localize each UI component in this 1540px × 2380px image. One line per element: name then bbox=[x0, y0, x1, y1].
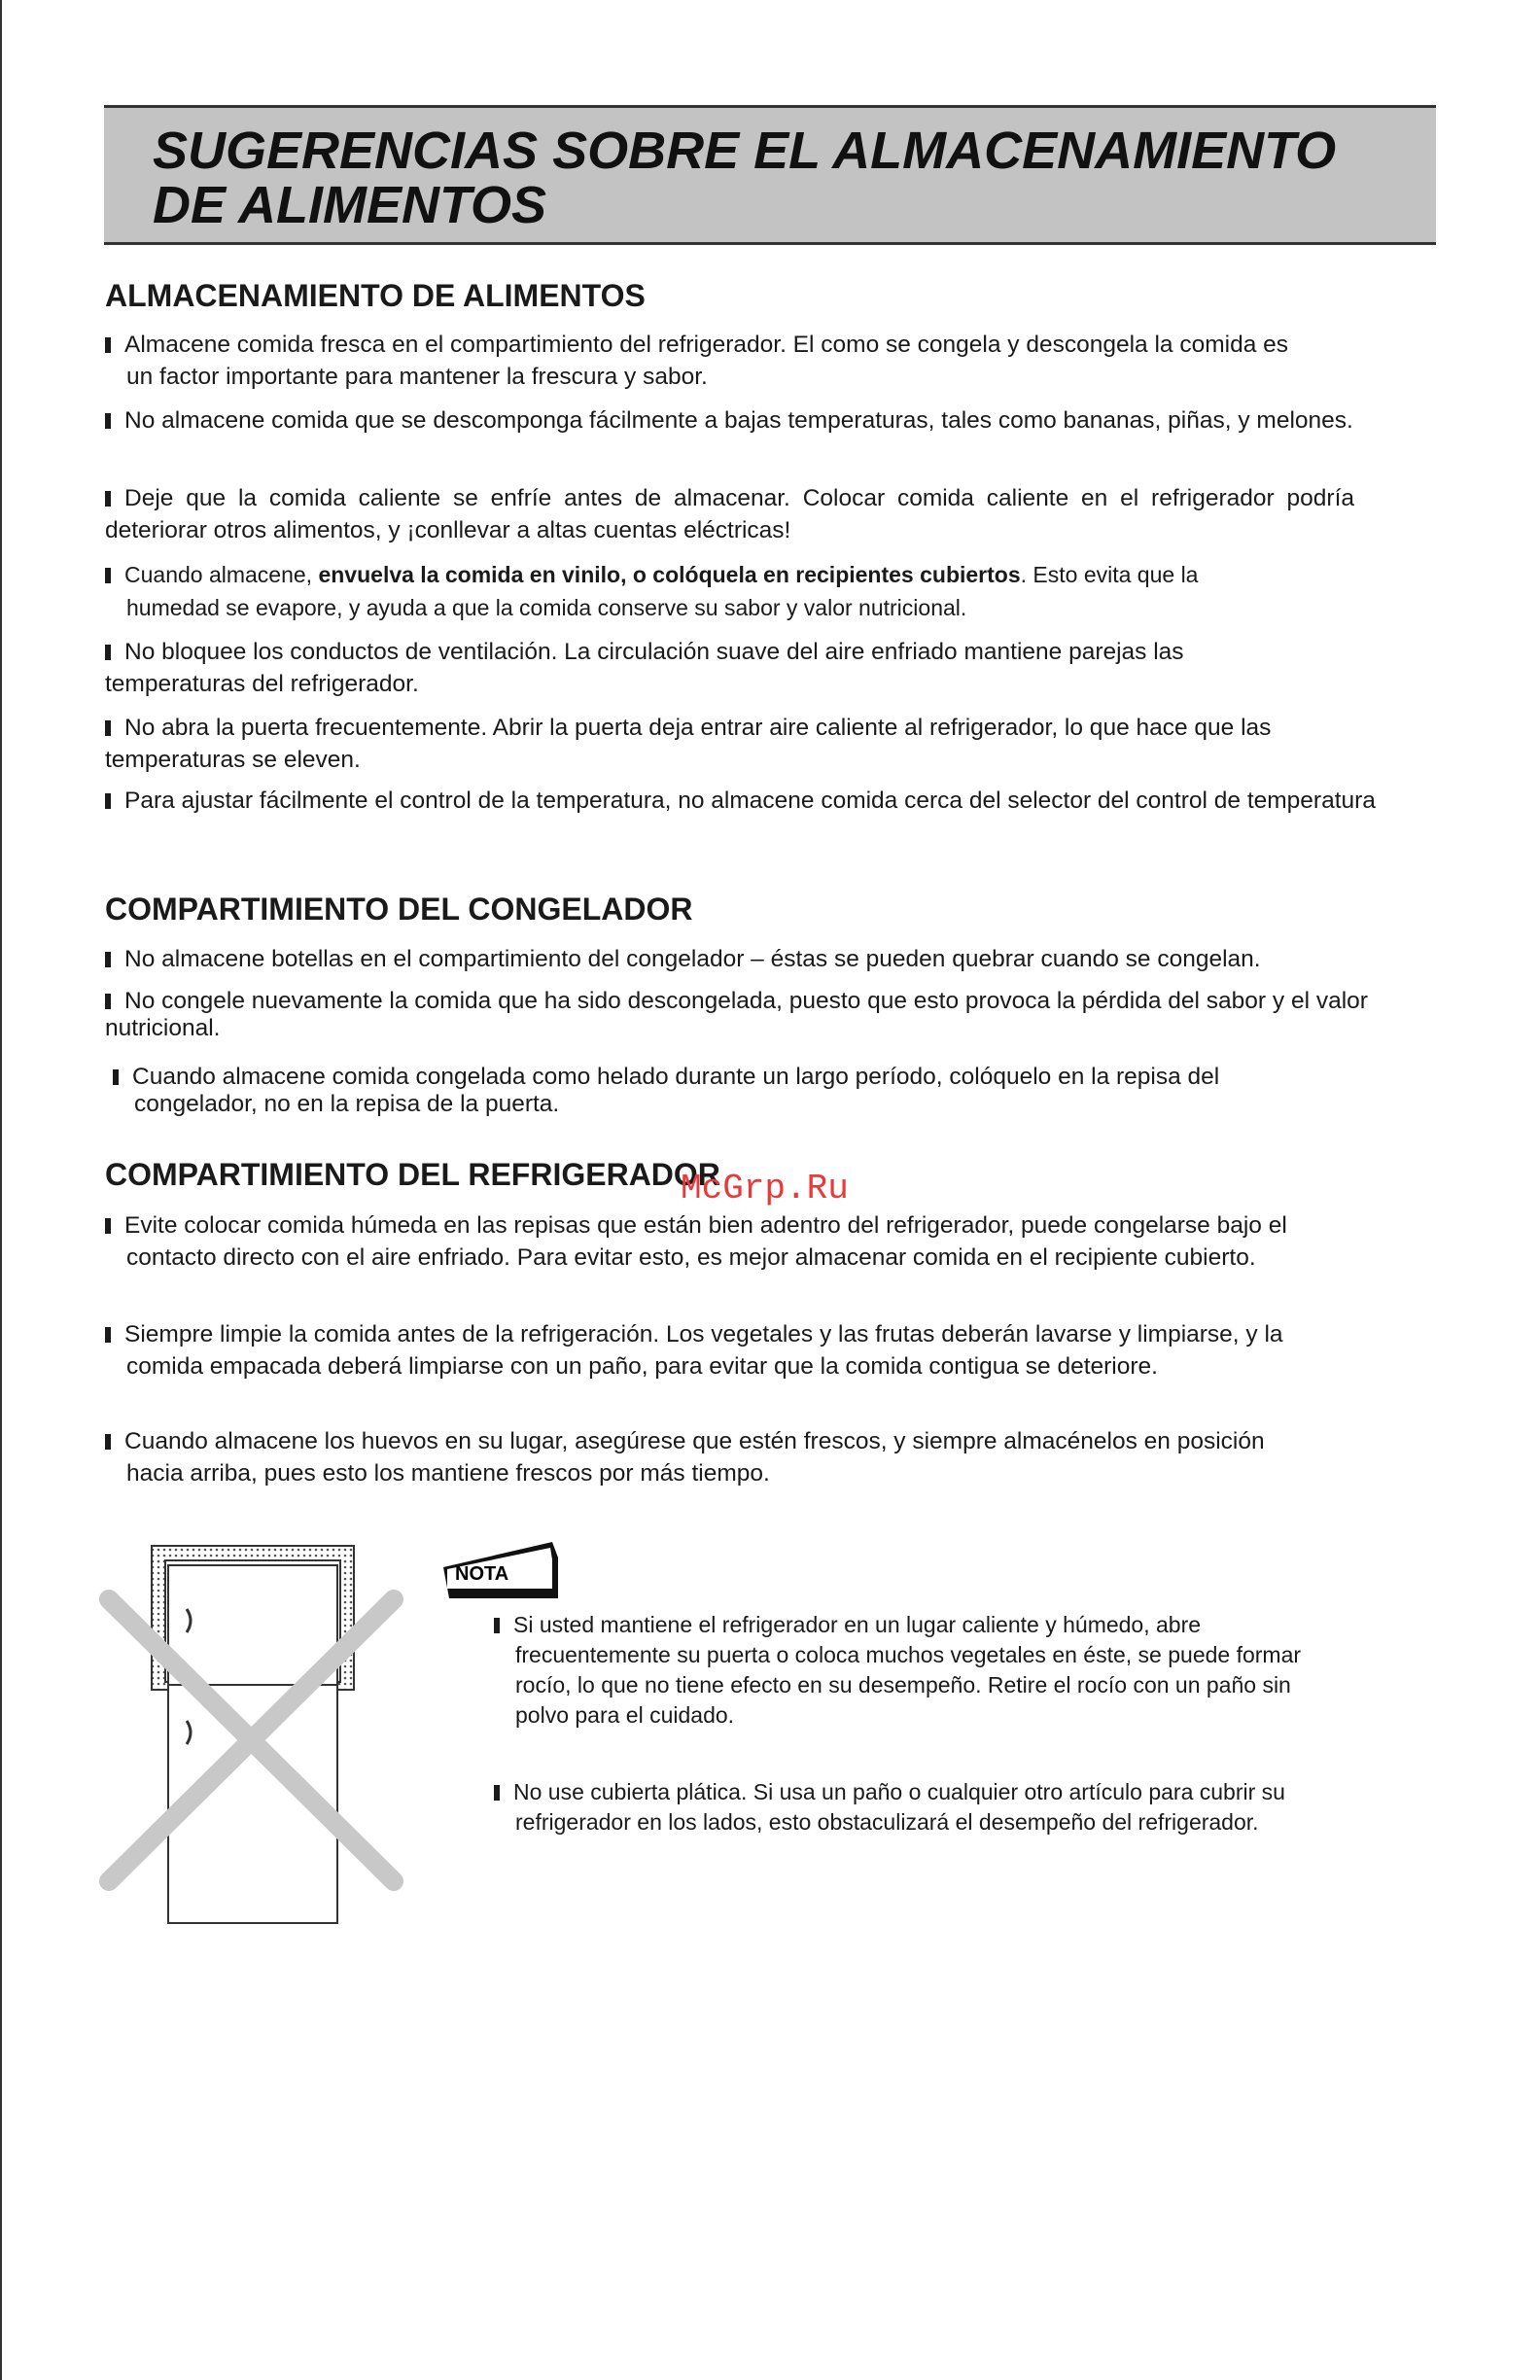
square-bullet-icon bbox=[105, 645, 111, 660]
note-item: Si usted mantiene el refrigerador en un lugar caliente y húmedo, abre frecuentemente su puerta o coloca muchos vegetales en éste, se puede formar rocío, lo que no tiene efecto en su desempeño. Retire el rocío con un paño sin polvo para el cuidado. bbox=[494, 1610, 1330, 1731]
covered-fridge-crossed-out-icon bbox=[97, 1541, 418, 1940]
square-bullet-icon bbox=[105, 994, 111, 1009]
square-bullet-icon bbox=[105, 952, 111, 967]
list-item: No almacene comida que se descomponga fácilmente a bajas temperaturas, tales como bananas, piñas, y melones. bbox=[105, 404, 1369, 437]
list-item: Para ajustar fácilmente el control de la temperatura, no almacene comida cerca del selector del control de temperatura bbox=[105, 788, 1388, 815]
watermark: McGrp.Ru bbox=[681, 1169, 849, 1208]
square-bullet-icon bbox=[105, 491, 111, 507]
list-item: No almacene botellas en el compartimiento del congelador – éstas se pueden quebrar cuando se congelan. bbox=[105, 943, 1408, 975]
list-item: Evite colocar comida húmeda en las repisas que están bien adentro del refrigerador, puede congelarse bajo el contacto directo con el aire enfriado. Para evitar esto, es mejor almacenar comida en el recipiente cubierto. bbox=[105, 1209, 1320, 1274]
section-heading-congelador: COMPARTIMIENTO DEL CONGELADOR bbox=[105, 892, 693, 927]
list-item: Siempre limpie la comida antes de la refrigeración. Los vegetales y las frutas deberán lavarse y limpiarse, y la comida empacada deberá limpiarse con un paño, para evitar que la comida contigua se deteriore. bbox=[105, 1318, 1330, 1382]
square-bullet-icon bbox=[105, 1327, 111, 1343]
square-bullet-icon bbox=[494, 1785, 500, 1801]
square-bullet-icon bbox=[105, 1218, 111, 1234]
list-item: Cuando almacene los huevos en su lugar, asegúrese que estén frescos, y siempre almacénelos en posición hacia arriba, pues esto los mantiene frescos por más tiempo. bbox=[105, 1425, 1320, 1489]
square-bullet-icon bbox=[494, 1618, 500, 1633]
list-item: No bloquee los conductos de ventilación. La circulación suave del aire enfriado mantiene parejas las temperaturas del refrigerador. bbox=[105, 639, 1184, 697]
section-heading-almacenamiento: ALMACENAMIENTO DE ALIMENTOS bbox=[105, 278, 646, 313]
list-item: No congele nuevamente la comida que ha sido descongelada, puesto que esto provoca la pérdida del sabor y el valor nutricional. bbox=[105, 988, 1368, 1041]
list-item: Deje que la comida caliente se enfríe antes de almacenar. Colocar comida caliente en el refrigerador podría deteriorar otros alimentos, y ¡conllevar a altas cuentas eléctricas! bbox=[105, 485, 1354, 543]
page-left-border bbox=[0, 0, 2, 2380]
list-item: Cuando almacene comida congelada como helado durante un largo período, colóquelo en la repisa del congelador, no en la repisa de la puerta. bbox=[113, 1064, 1348, 1118]
note-label: NOTA bbox=[443, 1542, 560, 1591]
note-item: No use cubierta plática. Si usa un paño o cualquier otro artículo para cubrir su refrigerador en los lados, esto obstaculizará el desempeño del refrigerador. bbox=[494, 1777, 1330, 1838]
square-bullet-icon bbox=[113, 1069, 119, 1085]
square-bullet-icon bbox=[105, 413, 111, 429]
list-item: No abra la puerta frecuentemente. Abrir la puerta deja entrar aire caliente al refrigerador, lo que hace que las temperaturas se eleven. bbox=[105, 715, 1272, 773]
list-item: Almacene comida fresca en el compartimiento del refrigerador. El como se congela y descongela la comida es un factor importante para mantener la frescura y sabor. bbox=[105, 329, 1311, 393]
square-bullet-icon bbox=[105, 720, 111, 736]
square-bullet-icon bbox=[105, 337, 111, 353]
square-bullet-icon bbox=[105, 793, 111, 809]
square-bullet-icon bbox=[105, 568, 111, 583]
section-heading-refrigerador: COMPARTIMIENTO DEL REFRIGERADOR bbox=[105, 1157, 720, 1192]
square-bullet-icon bbox=[105, 1434, 111, 1450]
title-band bbox=[104, 105, 1436, 245]
page-title: SUGERENCIAS SOBRE EL ALMACENAMIENTO DE ALIMENTOS bbox=[153, 122, 1337, 234]
list-item: Cuando almacene, envuelva la comida en vinilo, o colóquela en recipientes cubiertos. Esto evita que la humedad se evapore, y ayuda a que la comida conserve su sabor y valor nutricional. bbox=[105, 558, 1233, 624]
